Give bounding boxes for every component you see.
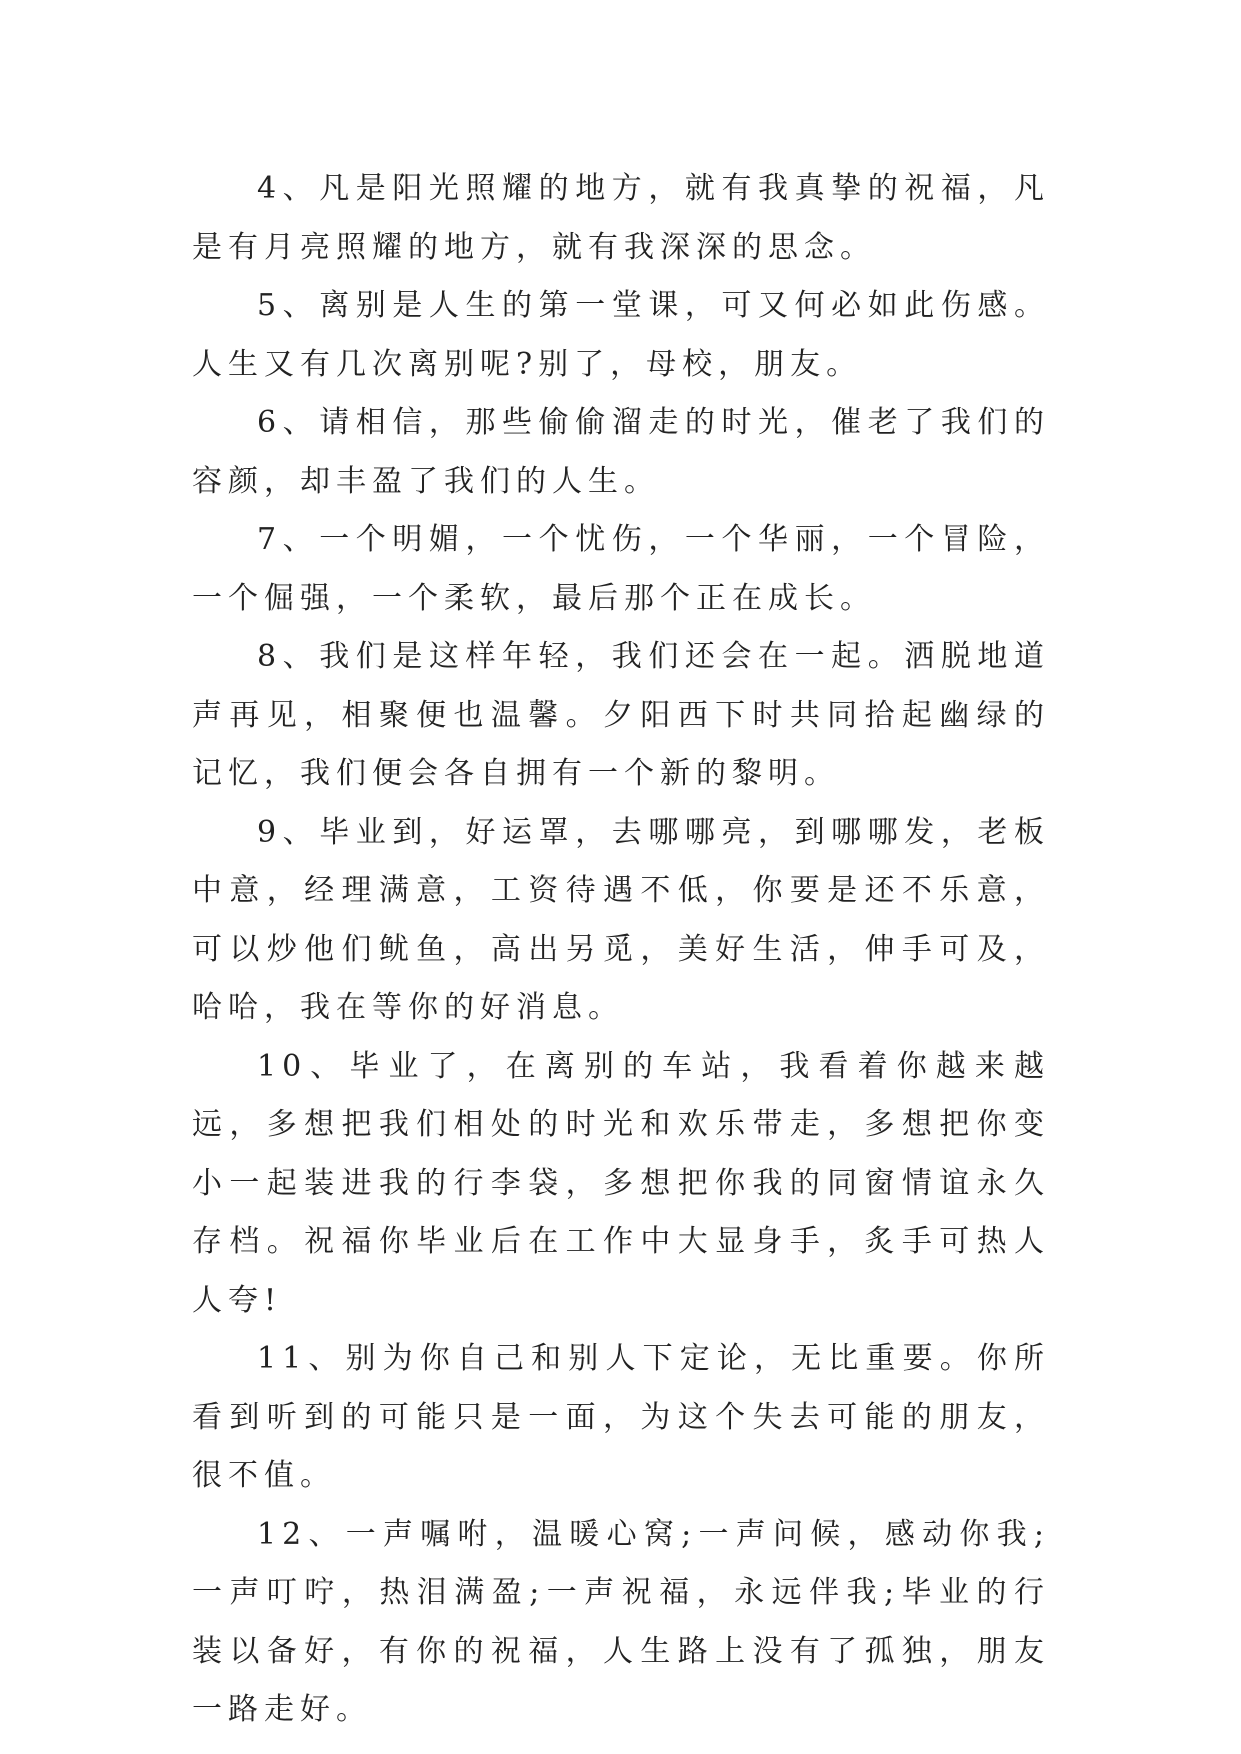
document-body [192, 160, 1050, 1740]
paragraph-6: 6、请相信，那些偷偷溜走的时光，催老了我们的容颜，却丰盈了我们的人生。 [192, 405, 1050, 499]
paragraph-7: 7、一个明媚，一个忧伤，一个华丽，一个冒险，一个倔强，一个柔软，最后那个正在成长。 [192, 522, 1050, 616]
paragraph-5: 5、离别是人生的第一堂课，可又何必如此伤感。人生又有几次离别呢?别了，母校，朋友。 [192, 288, 1050, 382]
paragraph-10: 10、毕业了，在离别的车站，我看着你越来越远，多想把我们相处的时光和欢乐带走，多想把你变小一起装进我的行李袋，多想把你我的同窗情谊永久存档。祝福你毕业后在工作中大显身手，炙手可热人人夸! [192, 1048, 1050, 1318]
paragraph-9: 9、毕业到，好运罩，去哪哪亮，到哪哪发，老板中意，经理满意，工资待遇不低，你要是还不乐意，可以炒他们鱿鱼，高出另觅，美好生活，伸手可及，哈哈，我在等你的好消息。 [192, 814, 1050, 1025]
paragraph-4: 4、凡是阳光照耀的地方，就有我真挚的祝福，凡是有月亮照耀的地方，就有我深深的思念。 [192, 171, 1050, 265]
paragraph-8: 8、我们是这样年轻，我们还会在一起。洒脱地道声再见，相聚便也温馨。夕阳西下时共同拾起幽绿的记忆，我们便会各自拥有一个新的黎明。 [192, 639, 1050, 791]
paragraph-11: 11、别为你自己和别人下定论，无比重要。你所看到听到的可能只是一面，为这个失去可能的朋友，很不值。 [192, 1341, 1050, 1493]
paragraph-12: 12、一声嘱咐，温暖心窝;一声问候，感动你我;一声叮咛，热泪满盈;一声祝福，永远伴我;毕业的行装以备好，有你的祝福，人生路上没有了孤独，朋友一路走好。 [192, 1516, 1050, 1727]
